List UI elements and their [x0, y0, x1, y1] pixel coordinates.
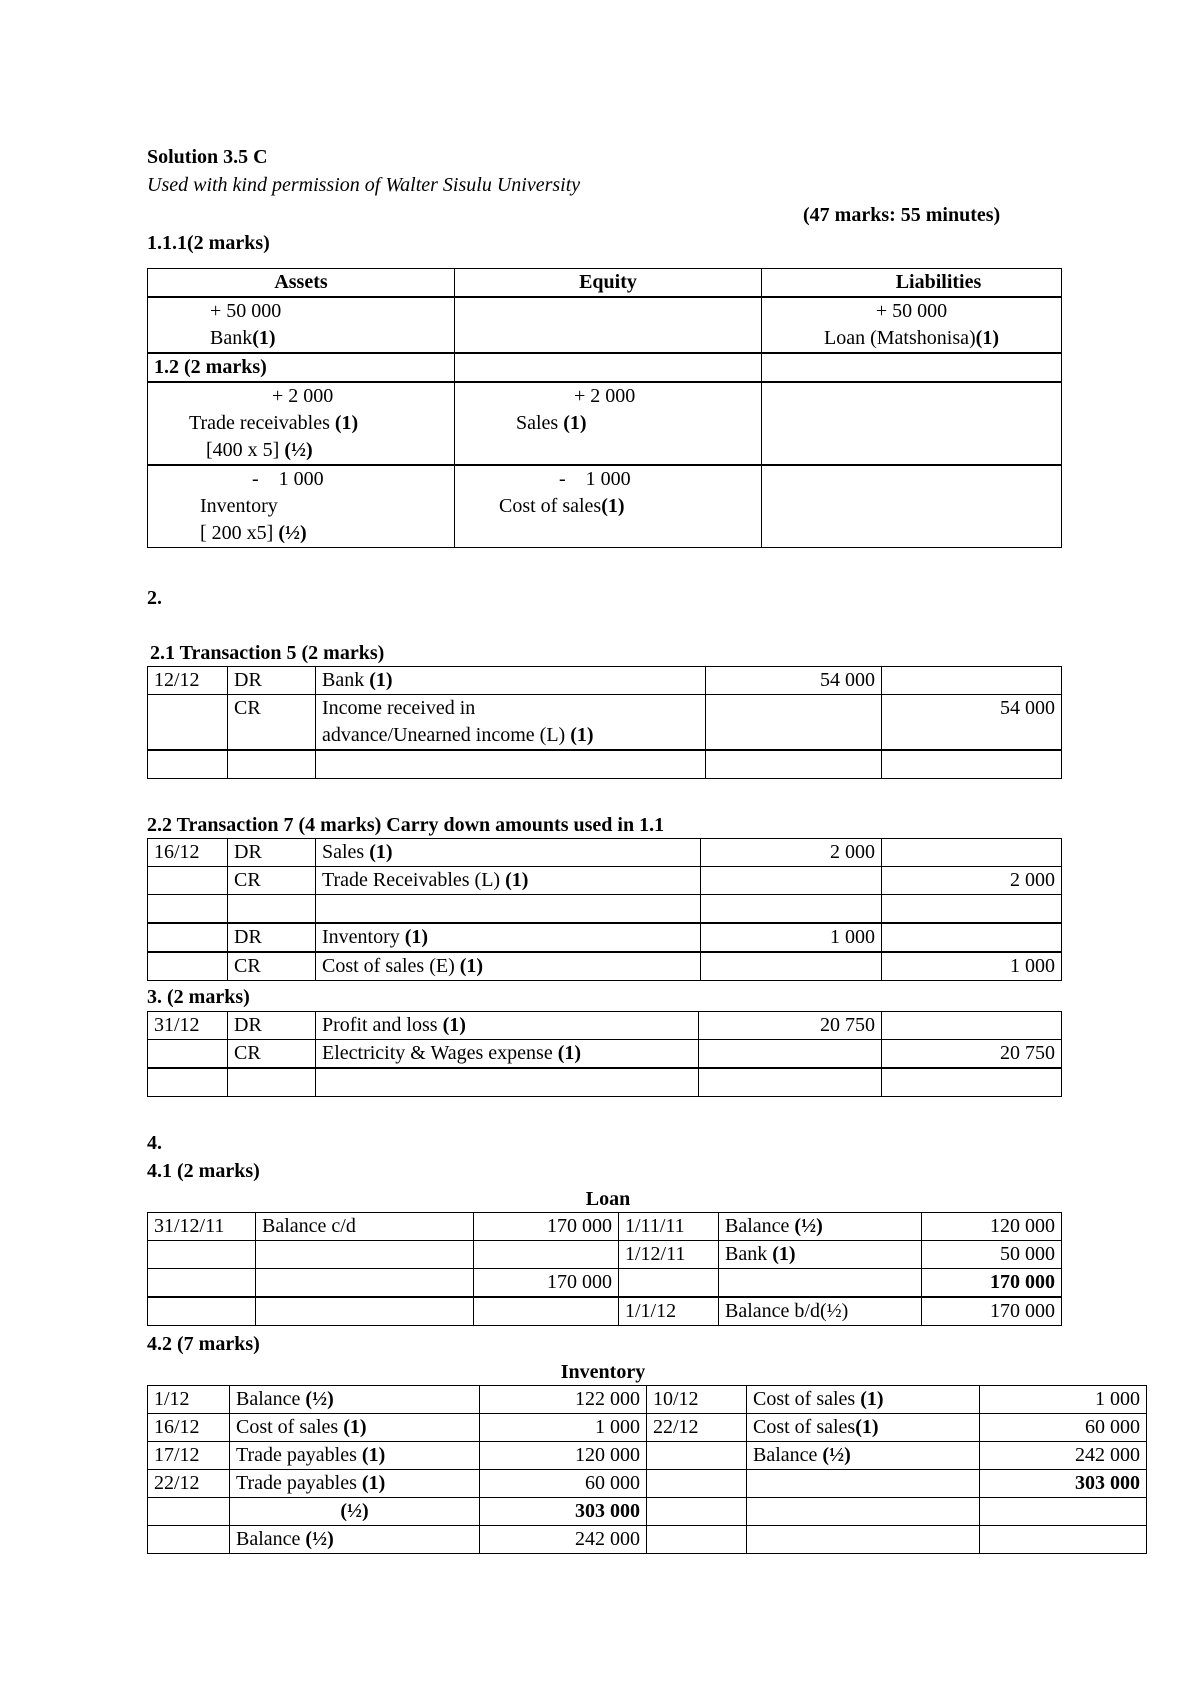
- cell-date: 12/12: [148, 667, 228, 695]
- cell-date: 31/12: [148, 1012, 228, 1040]
- cell-text: [ 200 x5]: [200, 522, 279, 544]
- cell-account: [719, 1213, 922, 1241]
- table-row: [148, 1442, 1147, 1470]
- cell-amount: 50 000: [922, 1241, 1062, 1269]
- cell-debit: [706, 695, 882, 751]
- cell-account: [316, 839, 701, 867]
- cell-text: + 2 000: [574, 385, 636, 407]
- cell-date: [148, 952, 228, 981]
- cell-empty: [148, 1068, 228, 1097]
- cell-empty: [747, 1498, 980, 1526]
- cell-text: Loan (Matshonisa): [824, 327, 976, 349]
- table-row: [148, 1213, 1062, 1241]
- cell-text: Bank: [210, 327, 253, 349]
- cell-date: [148, 923, 228, 952]
- cell-text: [210, 325, 448, 352]
- cell-empty: [706, 750, 882, 779]
- cell-text: Balance b/d(½): [725, 1300, 849, 1322]
- section-heading-12: 1.2 (2 marks): [148, 353, 455, 382]
- cell-amount: 1 000: [480, 1414, 647, 1442]
- table-row: [148, 353, 1062, 382]
- mark: (½): [305, 1528, 334, 1550]
- cell-debit: [701, 867, 882, 895]
- mark: (1): [252, 327, 276, 349]
- section-heading-2: 2.: [147, 587, 162, 609]
- cell-date: 22/12: [148, 1470, 230, 1498]
- mark: (½): [278, 522, 307, 544]
- journal-table-3: [147, 1011, 1062, 1097]
- mark: (1): [860, 1388, 884, 1410]
- cell-debit: 20 750: [699, 1012, 882, 1040]
- cell-text: + 50 000: [875, 300, 948, 322]
- cell-date: [148, 1040, 228, 1069]
- cell-date: 16/12: [148, 1414, 230, 1442]
- cell-date: [148, 1526, 230, 1554]
- mark: (½): [822, 1444, 851, 1466]
- cell-text: Trade payables: [236, 1472, 362, 1494]
- cell-empty: [647, 1498, 747, 1526]
- mark: (1): [334, 412, 359, 434]
- mark: (1): [369, 669, 393, 691]
- cell-amount: 170 000: [474, 1213, 619, 1241]
- cell-debit: 54 000: [706, 667, 882, 695]
- cell-empty: [148, 895, 228, 924]
- cell-empty: [882, 1068, 1062, 1097]
- cell-empty: [762, 353, 1062, 382]
- cell-account: [256, 1297, 474, 1326]
- cell-empty: [647, 1526, 747, 1554]
- cell-liabilities: [762, 297, 1062, 353]
- table-row: [148, 1526, 1147, 1554]
- cell-account: [316, 695, 706, 751]
- cell-text: + 2 000: [272, 385, 334, 407]
- mark: (1): [361, 1444, 386, 1466]
- cell-amount: 60 000: [980, 1414, 1147, 1442]
- cell-text: + 50 000: [210, 300, 282, 322]
- cell-text: Electricity & Wages expense: [322, 1042, 558, 1064]
- journal-table-22: [147, 838, 1062, 981]
- accounting-equation-table: [147, 268, 1062, 548]
- table-row: [148, 667, 1062, 695]
- table-row: [148, 1297, 1062, 1326]
- table-row: [148, 1386, 1147, 1414]
- cell-text: Cost of sales: [499, 495, 602, 517]
- table-row: [148, 952, 1062, 981]
- cell-text: - 1 000: [252, 468, 324, 490]
- cell-credit: 2 000: [882, 867, 1062, 895]
- cell-text: Cost of sales: [753, 1416, 856, 1438]
- permission-note: Used with kind permission of Walter Sisulu University: [147, 174, 581, 196]
- cell-amount: 122 000: [480, 1386, 647, 1414]
- table-row: [148, 1241, 1062, 1269]
- cell-equity: [455, 382, 762, 465]
- mark: (½): [284, 439, 313, 461]
- cell-date: [647, 1470, 747, 1498]
- cell-text: [400 x 5]: [206, 439, 285, 461]
- cell-date: 22/12: [647, 1414, 747, 1442]
- loan-ledger-table: [147, 1212, 1062, 1326]
- cell-account: [719, 1269, 922, 1298]
- col-liabilities: Liabilities: [762, 269, 1062, 298]
- table-row: [148, 867, 1062, 895]
- cell-text: Balance: [236, 1528, 306, 1550]
- cell-text: Inventory: [322, 926, 405, 948]
- cell-account: [256, 1269, 474, 1298]
- inventory-account-title: Inventory: [560, 1361, 646, 1383]
- cell-date: 10/12: [647, 1386, 747, 1414]
- loan-account-title: Loan: [585, 1188, 631, 1210]
- cell-empty: [701, 895, 882, 924]
- cell-credit: 1 000: [882, 952, 1062, 981]
- cell-account: [747, 1414, 980, 1442]
- cell-debit: 2 000: [701, 839, 882, 867]
- cell-assets: [148, 382, 455, 465]
- section-heading-21: 2.1 Transaction 5 (2 marks): [150, 642, 385, 664]
- table-row: [148, 895, 1062, 924]
- cell-amount: 1 000: [980, 1386, 1147, 1414]
- cell-drcr: CR: [228, 695, 316, 751]
- table-row: [148, 1012, 1062, 1040]
- cell-text: Cost of sales: [753, 1388, 861, 1410]
- cell-credit: 20 750: [882, 1040, 1062, 1069]
- cell-text: Trade receivables: [189, 412, 335, 434]
- cell-equity: [455, 297, 762, 353]
- cell-date: [647, 1442, 747, 1470]
- cell-empty: [228, 750, 316, 779]
- cell-drcr: CR: [228, 867, 316, 895]
- table-row: [148, 1040, 1062, 1069]
- cell-text: [461, 493, 755, 520]
- cell-empty: [316, 750, 706, 779]
- cell-credit: [882, 1012, 1062, 1040]
- cell-date: 1/11/11: [619, 1213, 719, 1241]
- table-row: [148, 1269, 1062, 1298]
- cell-empty: [316, 1068, 699, 1097]
- cell-date: [148, 1297, 256, 1326]
- cell-empty: [882, 750, 1062, 779]
- cell-text: [768, 325, 1055, 352]
- cell-text: advance/Unearned income (L): [322, 724, 571, 746]
- mark: (1): [505, 869, 529, 891]
- cell-empty: [455, 353, 762, 382]
- cell-text: Bank: [322, 669, 370, 691]
- cell-text: Sales: [516, 412, 564, 434]
- cell-total: 170 000: [922, 1269, 1062, 1298]
- cell-empty: [316, 895, 701, 924]
- mark: (1): [601, 495, 625, 517]
- cell-date: [619, 1269, 719, 1298]
- cell-empty: [747, 1526, 980, 1554]
- mark: (1): [570, 724, 594, 746]
- cell-date: 1/12: [148, 1386, 230, 1414]
- table-row: [148, 1068, 1062, 1097]
- inventory-ledger-table: [147, 1385, 1147, 1554]
- cell-account: Balance c/d: [256, 1213, 474, 1241]
- section-heading-4: 4.: [147, 1132, 162, 1154]
- cell-amount: [474, 1297, 619, 1326]
- cell-text: Bank: [725, 1243, 773, 1265]
- cell-text: - 1 000: [559, 468, 631, 490]
- cell-text: [461, 410, 755, 437]
- cell-text: Inventory: [200, 495, 278, 517]
- page-title: Solution 3.5 C: [147, 146, 268, 168]
- mark: (1): [557, 1042, 582, 1064]
- cell-account: [316, 867, 701, 895]
- cell-text: Income received in: [322, 697, 476, 719]
- cell-account: [230, 1386, 480, 1414]
- journal-table-21: [147, 666, 1062, 779]
- cell-credit: [882, 923, 1062, 952]
- cell-account: [316, 1012, 699, 1040]
- cell-total: 170 000: [474, 1269, 619, 1298]
- section-heading-22: 2.2 Transaction 7 (4 marks) Carry down amounts used in 1.1: [147, 814, 665, 836]
- cell-empty: [980, 1526, 1147, 1554]
- cell-text: [154, 437, 448, 464]
- table-row: [148, 839, 1062, 867]
- table-row: [148, 297, 1062, 353]
- mark: (1): [772, 1243, 796, 1265]
- cell-account: [719, 1297, 922, 1326]
- table-row: [148, 695, 1062, 751]
- cell-debit: [699, 1040, 882, 1069]
- cell-total: 303 000: [480, 1498, 647, 1526]
- cell-date: [148, 1241, 256, 1269]
- cell-account: [230, 1470, 480, 1498]
- mark: (1): [563, 412, 587, 434]
- cell-assets: [148, 465, 455, 548]
- table-row: [148, 1414, 1147, 1442]
- cell-drcr: CR: [228, 1040, 316, 1069]
- cell-account: [719, 1241, 922, 1269]
- cell-empty: [882, 895, 1062, 924]
- cell-drcr: DR: [228, 923, 316, 952]
- table-row: [148, 1498, 1147, 1526]
- cell-credit: 54 000: [882, 695, 1062, 751]
- mark: (1): [361, 1472, 386, 1494]
- cell-account: [316, 1040, 699, 1069]
- cell-empty: [980, 1498, 1147, 1526]
- cell-drcr: CR: [228, 952, 316, 981]
- cell-text: Cost of sales (E): [322, 955, 460, 977]
- col-assets: Assets: [148, 269, 455, 298]
- cell-debit: [701, 952, 882, 981]
- marks-time: (47 marks: 55 minutes): [803, 204, 1001, 226]
- cell-account: [316, 923, 701, 952]
- cell-drcr: DR: [228, 839, 316, 867]
- cell-account: [256, 1241, 474, 1269]
- section-heading-42: 4.2 (7 marks): [147, 1333, 260, 1355]
- section-heading-111: 1.1.1(2 marks): [147, 232, 270, 254]
- cell-drcr: DR: [228, 1012, 316, 1040]
- cell-empty: [228, 895, 316, 924]
- cell-text: Trade Receivables (L): [322, 869, 506, 891]
- cell-account: [747, 1386, 980, 1414]
- table-row: [148, 382, 1062, 465]
- col-equity: Equity: [455, 269, 762, 298]
- cell-date: [148, 1269, 256, 1298]
- cell-amount: [474, 1241, 619, 1269]
- section-heading-41: 4.1 (2 marks): [147, 1160, 260, 1182]
- cell-date: 1/12/11: [619, 1241, 719, 1269]
- cell-assets: [148, 297, 455, 353]
- cell-empty: [148, 750, 228, 779]
- cell-equity: [455, 465, 762, 548]
- mark: (1): [975, 327, 999, 349]
- cell-account: [316, 952, 701, 981]
- table-row: [148, 1470, 1147, 1498]
- cell-total: 303 000: [980, 1470, 1147, 1498]
- cell-date: 1/1/12: [619, 1297, 719, 1326]
- cell-date: [148, 867, 228, 895]
- cell-empty: [228, 1068, 316, 1097]
- cell-amount: 242 000: [480, 1526, 647, 1554]
- cell-empty: [762, 382, 1062, 465]
- mark: (1): [369, 841, 393, 863]
- cell-amount: 120 000: [922, 1213, 1062, 1241]
- mark: (1): [442, 1014, 466, 1036]
- cell-text: [154, 410, 448, 437]
- cell-date: 31/12/11: [148, 1213, 256, 1241]
- cell-amount: 120 000: [480, 1442, 647, 1470]
- mark: (1): [459, 955, 484, 977]
- cell-empty: [762, 465, 1062, 548]
- cell-account: [230, 1526, 480, 1554]
- mark: (½): [794, 1215, 823, 1237]
- cell-text: Profit and loss: [322, 1014, 443, 1036]
- table-row: [148, 923, 1062, 952]
- cell-date: 16/12: [148, 839, 228, 867]
- cell-text: [154, 520, 448, 547]
- cell-empty: [699, 1068, 882, 1097]
- cell-text: Balance: [753, 1444, 823, 1466]
- cell-account: [230, 1414, 480, 1442]
- table-row: [148, 465, 1062, 548]
- cell-date: [148, 695, 228, 751]
- cell-text: Balance: [725, 1215, 795, 1237]
- cell-account: [747, 1442, 980, 1470]
- cell-text: Cost of sales: [236, 1416, 344, 1438]
- cell-account: [316, 667, 706, 695]
- mark: (½): [230, 1498, 480, 1526]
- table-header-row: [148, 269, 1062, 298]
- section-heading-3: 3. (2 marks): [147, 986, 250, 1008]
- cell-text: Trade payables: [236, 1444, 362, 1466]
- cell-date: [148, 1498, 230, 1526]
- mark: (½): [305, 1388, 334, 1410]
- cell-date: 17/12: [148, 1442, 230, 1470]
- cell-debit: 1 000: [701, 923, 882, 952]
- cell-text: Sales: [322, 841, 370, 863]
- mark: (1): [855, 1416, 879, 1438]
- cell-account: [747, 1470, 980, 1498]
- cell-amount: 60 000: [480, 1470, 647, 1498]
- cell-credit: [882, 839, 1062, 867]
- cell-credit: [882, 667, 1062, 695]
- cell-text: [322, 722, 699, 749]
- table-row: [148, 750, 1062, 779]
- cell-amount: 170 000: [922, 1297, 1062, 1326]
- cell-account: [230, 1442, 480, 1470]
- cell-amount: 242 000: [980, 1442, 1147, 1470]
- cell-drcr: DR: [228, 667, 316, 695]
- mark: (1): [404, 926, 429, 948]
- mark: (1): [343, 1416, 367, 1438]
- cell-text: Balance: [236, 1388, 306, 1410]
